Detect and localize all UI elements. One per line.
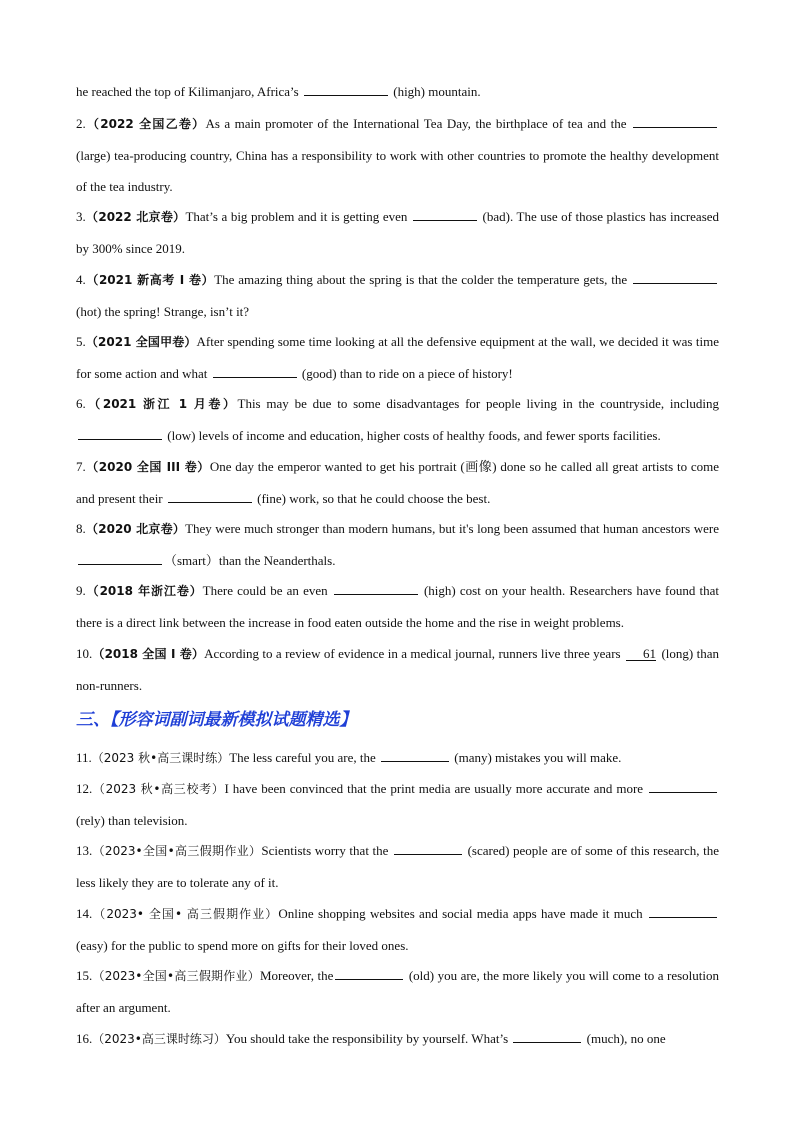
question-number: 16. [76,1031,93,1046]
question-source: （2023•全国•高三假期作业） [92,969,260,983]
answer-blank[interactable] [394,841,462,855]
question-source: （2022 北京卷） [85,210,186,224]
question-7 [76,451,719,514]
question-1-continuation [76,76,719,107]
question-number: 5. [76,334,86,349]
question-number: 10. [76,646,93,661]
question-13 [76,835,719,898]
question-10 [76,638,719,701]
question-16 [76,1023,719,1055]
question-text: You should take the responsibility by yourself. What’s [225,1031,509,1046]
section-heading: 三、【形容词副词最新模拟试题精选】 [76,710,357,730]
question-number: 3. [76,209,86,224]
answer-blank[interactable] [334,581,418,595]
question-number: 12. [76,781,93,796]
question-text: (fine) work, so that he could choose the best. [257,491,491,506]
question-number: 14. [76,906,93,921]
question-text: According to a review of evidence in a medical journal, runners live three years [204,646,621,661]
question-number: 13. [76,843,93,858]
question-source: （2023 秋•高三校考） [92,782,225,796]
question-text: As a main promoter of the International Tea Day, the birthplace of tea and the [205,116,627,131]
question-text: (much), no one [586,1031,666,1046]
question-4 [76,264,719,327]
question-text: (bad). The use of those plastics has increased by 300% since 2019. [76,209,720,256]
question-source: （2021 全国甲卷） [85,335,197,349]
question-source: （2021 浙江 1 月卷） [85,397,238,411]
question-number: 7. [76,459,86,474]
question-text: (low) levels of income and education, higher costs of healthy foods, and fewer sports facilities. [167,428,661,443]
question-15 [76,960,719,1023]
answer-blank[interactable] [649,904,717,918]
question-number: 15. [76,968,93,983]
question-9 [76,575,719,638]
question-text: (easy) for the public to spend more on gifts for their loved ones. [76,938,409,953]
answer-blank[interactable] [513,1029,581,1043]
question-14 [76,898,719,961]
question-text: (large) tea-producing country, China has a responsibility to work with other countries to promote the healthy development of the tea industry. [76,148,719,194]
question-8 [76,513,719,576]
question-source: （2020 全国 III 卷） [85,460,210,474]
question-text: The less careful you are, the [229,750,376,765]
question-text: (high) mountain. [393,84,481,99]
question-text: (old) you are, the more likely you will come to a resolution after an argument. [76,968,720,1015]
question-12 [76,773,719,836]
answer-blank-filled[interactable]: 61 [626,647,656,661]
question-5 [76,326,719,389]
question-number: 11. [76,750,92,765]
question-text: （smart）than the Neanderthals. [164,553,336,568]
answer-blank[interactable] [633,114,717,128]
question-text: Online shopping websites and social media apps have made it much [278,906,643,921]
question-number: 9. [76,583,86,598]
question-3 [76,201,719,264]
question-number: 6. [76,396,86,411]
question-text: This may be due to some disadvantages for people living in the countryside, including [237,396,719,411]
question-text: (scared) people are of some of this research, the less likely they are to tolerate any of it. [76,843,719,890]
question-source: （2023•全国•高三假期作业） [92,844,262,858]
question-text: They were much stronger than modern humans, but it's long been assumed that human ancestors were [185,521,719,536]
question-text: (good) than to ride on a piece of history! [301,366,513,381]
question-text: I have been convinced that the print media are usually more accurate and more [224,781,644,796]
answer-blank[interactable] [633,270,717,284]
question-number: 2. [76,116,86,131]
answer-blank[interactable] [78,426,162,440]
question-source: （2020 北京卷） [85,522,186,536]
answer-blank[interactable] [649,779,717,793]
question-text: One day the emperor wanted to get his portrait (画像) done so he called all great artists to come and present their [76,459,720,506]
question-source: （2018 全国 I 卷） [92,647,205,661]
answer-blank[interactable] [168,489,252,503]
answer-blank[interactable] [381,748,449,762]
question-text: That’s a big problem and it is getting even [185,209,408,224]
question-source: （2022 全国乙卷） [85,117,206,131]
question-11 [76,742,719,774]
question-source: （2018 年浙江卷） [85,584,203,598]
question-text: (high) cost on your health. Researchers have found that there is a direct link between the increase in food eaten outside the home and the rise in weight problems. [76,583,720,630]
question-text: (long) than non-runners. [76,646,720,693]
question-text: Moreover, the [260,968,334,983]
question-text: (rely) than television. [76,813,188,828]
question-text: After spending some time looking at all the defensive equipment at the wall, we decided it was time for some action and what [76,334,719,381]
question-source: （2023 秋•高三课时练） [91,751,230,765]
question-text: Scientists worry that the [261,843,389,858]
question-6 [76,388,719,451]
question-2 [76,108,719,202]
answer-blank[interactable] [213,364,297,378]
question-source: （2023• 全国• 高三假期作业） [92,907,279,921]
question-number: 8. [76,521,86,536]
answer-blank[interactable] [78,551,162,565]
question-source: （2023•高三课时练习） [92,1032,226,1046]
answer-blank[interactable] [335,966,403,980]
question-text: he reached the top of Kilimanjaro, Africa’s [76,84,299,99]
question-text: (many) mistakes you will make. [454,750,622,765]
answer-blank[interactable] [413,207,477,221]
question-text: There could be an even [202,583,328,598]
answer-blank[interactable] [304,82,388,96]
question-text: (hot) the spring! Strange, isn’t it? [76,304,250,319]
question-source: （2021 新高考 I 卷） [85,273,215,287]
question-text: The amazing thing about the spring is that the colder the temperature gets, the [214,272,628,287]
question-number: 4. [76,272,86,287]
